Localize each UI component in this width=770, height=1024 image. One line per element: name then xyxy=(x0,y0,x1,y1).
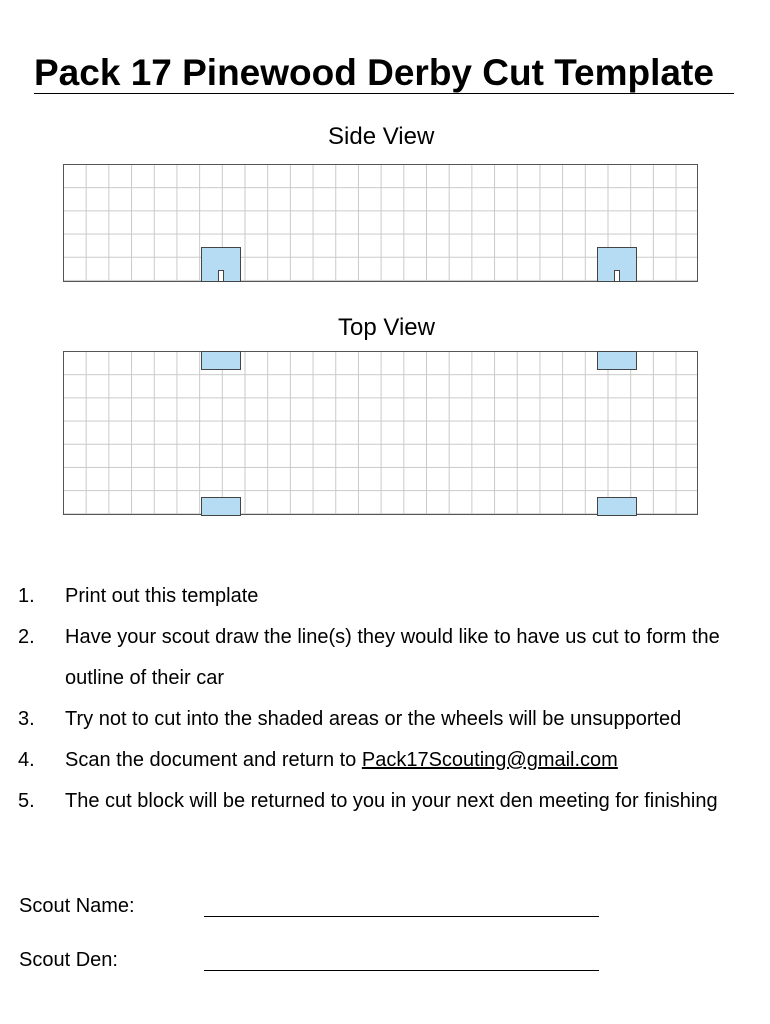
top-view-rear-left-wheel xyxy=(597,351,637,370)
scout-den-line[interactable] xyxy=(204,970,599,971)
step-number: 5. xyxy=(18,790,35,812)
top-view-label: Top View xyxy=(338,314,435,341)
title-underline xyxy=(34,93,734,94)
scout-name-label: Scout Name: xyxy=(19,895,135,917)
top-view-front-left-wheel xyxy=(201,351,241,370)
step-number: 3. xyxy=(18,708,35,730)
instructions-list xyxy=(18,576,758,822)
list-item xyxy=(18,576,758,617)
top-view-front-right-wheel xyxy=(201,497,241,516)
step-text: Try not to cut into the shaded areas or the wheels will be unsupported xyxy=(65,708,682,730)
side-view-grid xyxy=(63,164,698,282)
step-text: Print out this template xyxy=(65,585,259,607)
list-item xyxy=(18,740,758,781)
list-item xyxy=(18,699,758,740)
axle-slot xyxy=(218,270,224,281)
email-link[interactable]: Pack17Scouting@gmail.com xyxy=(361,749,618,771)
step-text xyxy=(65,740,758,781)
top-view-grid xyxy=(63,351,698,515)
side-view-rear-wheel xyxy=(597,247,637,282)
axle-slot xyxy=(614,270,620,281)
scout-den-label: Scout Den: xyxy=(19,949,118,971)
side-view-label: Side View xyxy=(328,123,435,150)
top-view-rear-right-wheel xyxy=(597,497,637,516)
step-number: 2. xyxy=(18,626,35,648)
list-item xyxy=(18,617,758,699)
scout-name-line[interactable] xyxy=(204,916,599,917)
list-item xyxy=(18,781,758,822)
step-number: 4. xyxy=(18,749,35,771)
step-text-lead: Scan the document and return to xyxy=(65,749,362,771)
step-text: Have your scout draw the line(s) they would like to have us cut to form the outline of their car xyxy=(65,626,720,689)
side-view-front-wheel xyxy=(201,247,241,282)
step-text: The cut block will be returned to you in your next den meeting for finishing xyxy=(65,790,718,812)
step-number: 1. xyxy=(18,585,35,607)
page-title: Pack 17 Pinewood Derby Cut Template xyxy=(34,52,714,93)
